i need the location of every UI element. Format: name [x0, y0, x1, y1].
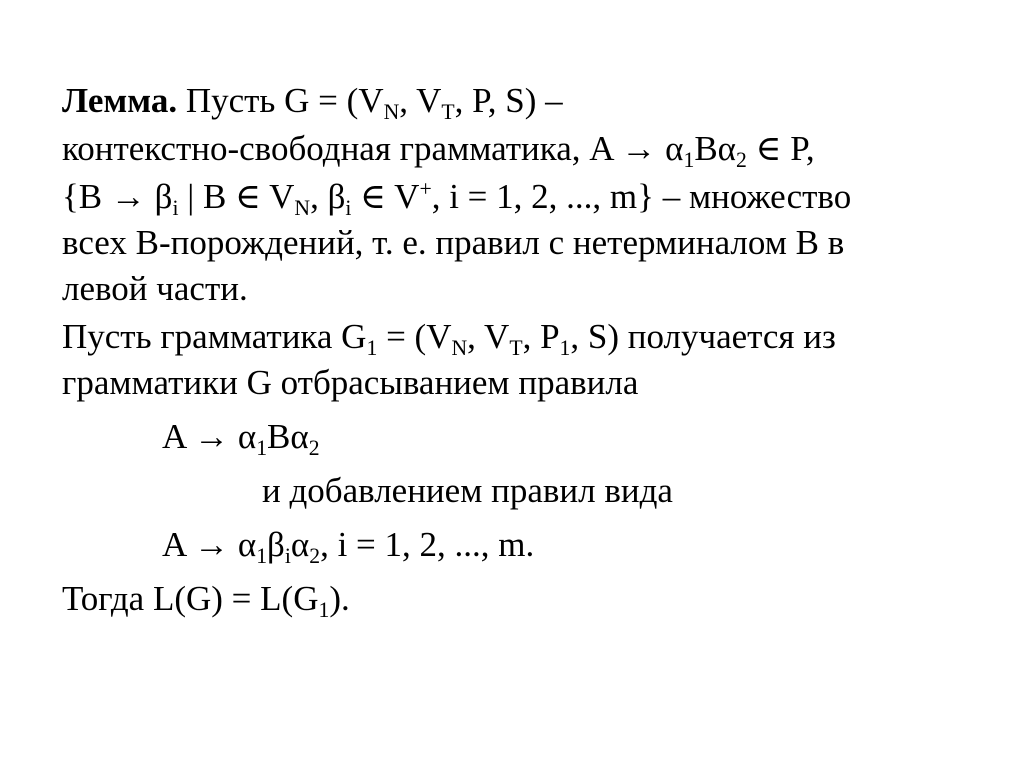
text-run: , V: [467, 317, 510, 356]
text-run: Bα: [267, 417, 309, 456]
subscript: 2: [308, 435, 320, 460]
superscript: +: [419, 177, 432, 202]
subscript: i: [172, 195, 179, 220]
subscript: i: [345, 195, 352, 220]
text-line: [62, 360, 972, 406]
subscript: T: [441, 99, 455, 124]
text-run: , P, S) –: [454, 81, 563, 120]
text-line: [62, 314, 972, 360]
text-run: | B ∈ V: [178, 177, 295, 216]
subscript: 1: [256, 435, 268, 460]
text-run: , i = 1, 2, ..., m} – множество: [431, 177, 852, 216]
text-run: Пусть G = (V: [177, 81, 384, 120]
text-run: ).: [329, 579, 350, 618]
text-run: Тогда L(G) = L(G: [62, 579, 319, 618]
text-run: , P: [522, 317, 560, 356]
text-line: [62, 468, 972, 514]
text-run: ∈ V: [351, 177, 420, 216]
text-line: [62, 522, 972, 568]
subscript: 2: [309, 543, 321, 568]
subscript: N: [451, 335, 468, 360]
text-run: ∈ P,: [746, 129, 815, 168]
subscript: T: [509, 335, 523, 360]
lemma-text: [62, 78, 972, 622]
subscript: 1: [683, 147, 695, 172]
subscript: i: [284, 543, 291, 568]
text-line: [62, 576, 972, 622]
subscript: 1: [366, 335, 378, 360]
subscript: 2: [736, 147, 747, 172]
text-run: , S) получается из: [570, 317, 836, 356]
text-run: , V: [399, 81, 442, 120]
bold-term: Лемма.: [62, 81, 178, 120]
text-run: левой части.: [62, 269, 248, 308]
subscript: N: [294, 195, 311, 220]
text-run: , β: [310, 177, 346, 216]
text-line: [62, 174, 972, 220]
text-run: A → α: [162, 525, 257, 564]
text-run: Пусть грамматика G: [62, 317, 367, 356]
text-line: [62, 78, 972, 124]
text-line: [62, 220, 972, 266]
subscript: 1: [559, 335, 571, 360]
text-line: [62, 126, 972, 172]
text-run: = (V: [377, 317, 452, 356]
text-run: , i = 1, 2, ..., m.: [320, 525, 535, 564]
subscript: N: [383, 99, 400, 124]
subscript: 1: [256, 543, 268, 568]
text-line: [62, 414, 972, 460]
text-run: β: [267, 525, 285, 564]
text-run: α: [290, 525, 310, 564]
text-run: Bα: [694, 129, 737, 168]
text-run: всех B-порождений, т. е. правил с нетерминалом B в: [62, 223, 845, 262]
text-run: A → α: [162, 417, 257, 456]
subscript: 1: [318, 597, 330, 622]
text-run: контекстно-свободная грамматика, A → α: [62, 129, 684, 168]
text-line: [62, 266, 972, 312]
text-run: грамматики G отбрасыванием правила: [62, 363, 639, 402]
text-run: и добавлением правил вида: [262, 471, 673, 510]
text-run: {B → β: [62, 177, 173, 216]
